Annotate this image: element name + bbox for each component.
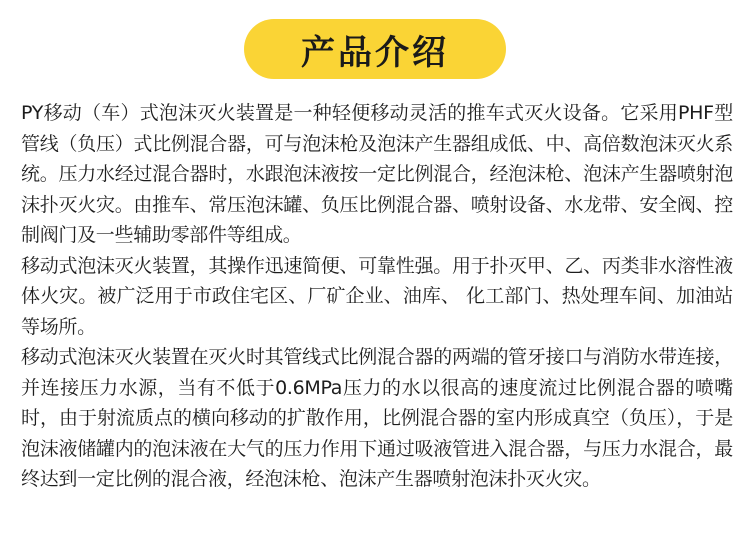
paragraph-working-principle: 移动式泡沫灭火装置在灭火时其管线式比例混合器的两端的管牙接口与消防水带连接，并连接压力水源，当有不低于0.6MPa压力的水以很高的速度流过比例混合器的喷嘴时，由于射流质点的横向移动的扩散作用，比例混合器的室内形成真空（负压），于是泡沫液储罐内的泡沫液在大气的压力作用下通过吸液管进入混合器，与压力水混合，最终达到一定比例的混合液，经泡沫枪、泡沫产生器喷射泡沫扑灭火灾。 (21, 346, 733, 490)
section-title: 产品介绍 (301, 32, 449, 73)
section-title-banner (244, 19, 506, 79)
paragraph-overview: PY移动（车）式泡沫灭火装置是一种轻便移动灵活的推车式灭火设备。它采用PHF型管线（负压）式比例混合器，可与泡沫枪及泡沫产生器组成低、中、高倍数泡沫灭火系统。压力水经过混合器时，水跟泡沫液按一定比例混合，经泡沫枪、泡沫产生器喷射泡沫扑灭火灾。由推车、常压泡沫罐、负压比例混合器、喷射设备、水龙带、安全阀、控制阀门及一些辅助零部件等组成。 (21, 102, 733, 246)
paragraph-applications: 移动式泡沫灭火装置，其操作迅速简便、可靠性强。用于扑灭甲、乙、丙类非水溶性液体火灾。被广泛用于市政住宅区、厂矿企业、油库、 化工部门、热处理车间、加油站等场所。 (21, 254, 733, 338)
product-description (21, 98, 733, 495)
